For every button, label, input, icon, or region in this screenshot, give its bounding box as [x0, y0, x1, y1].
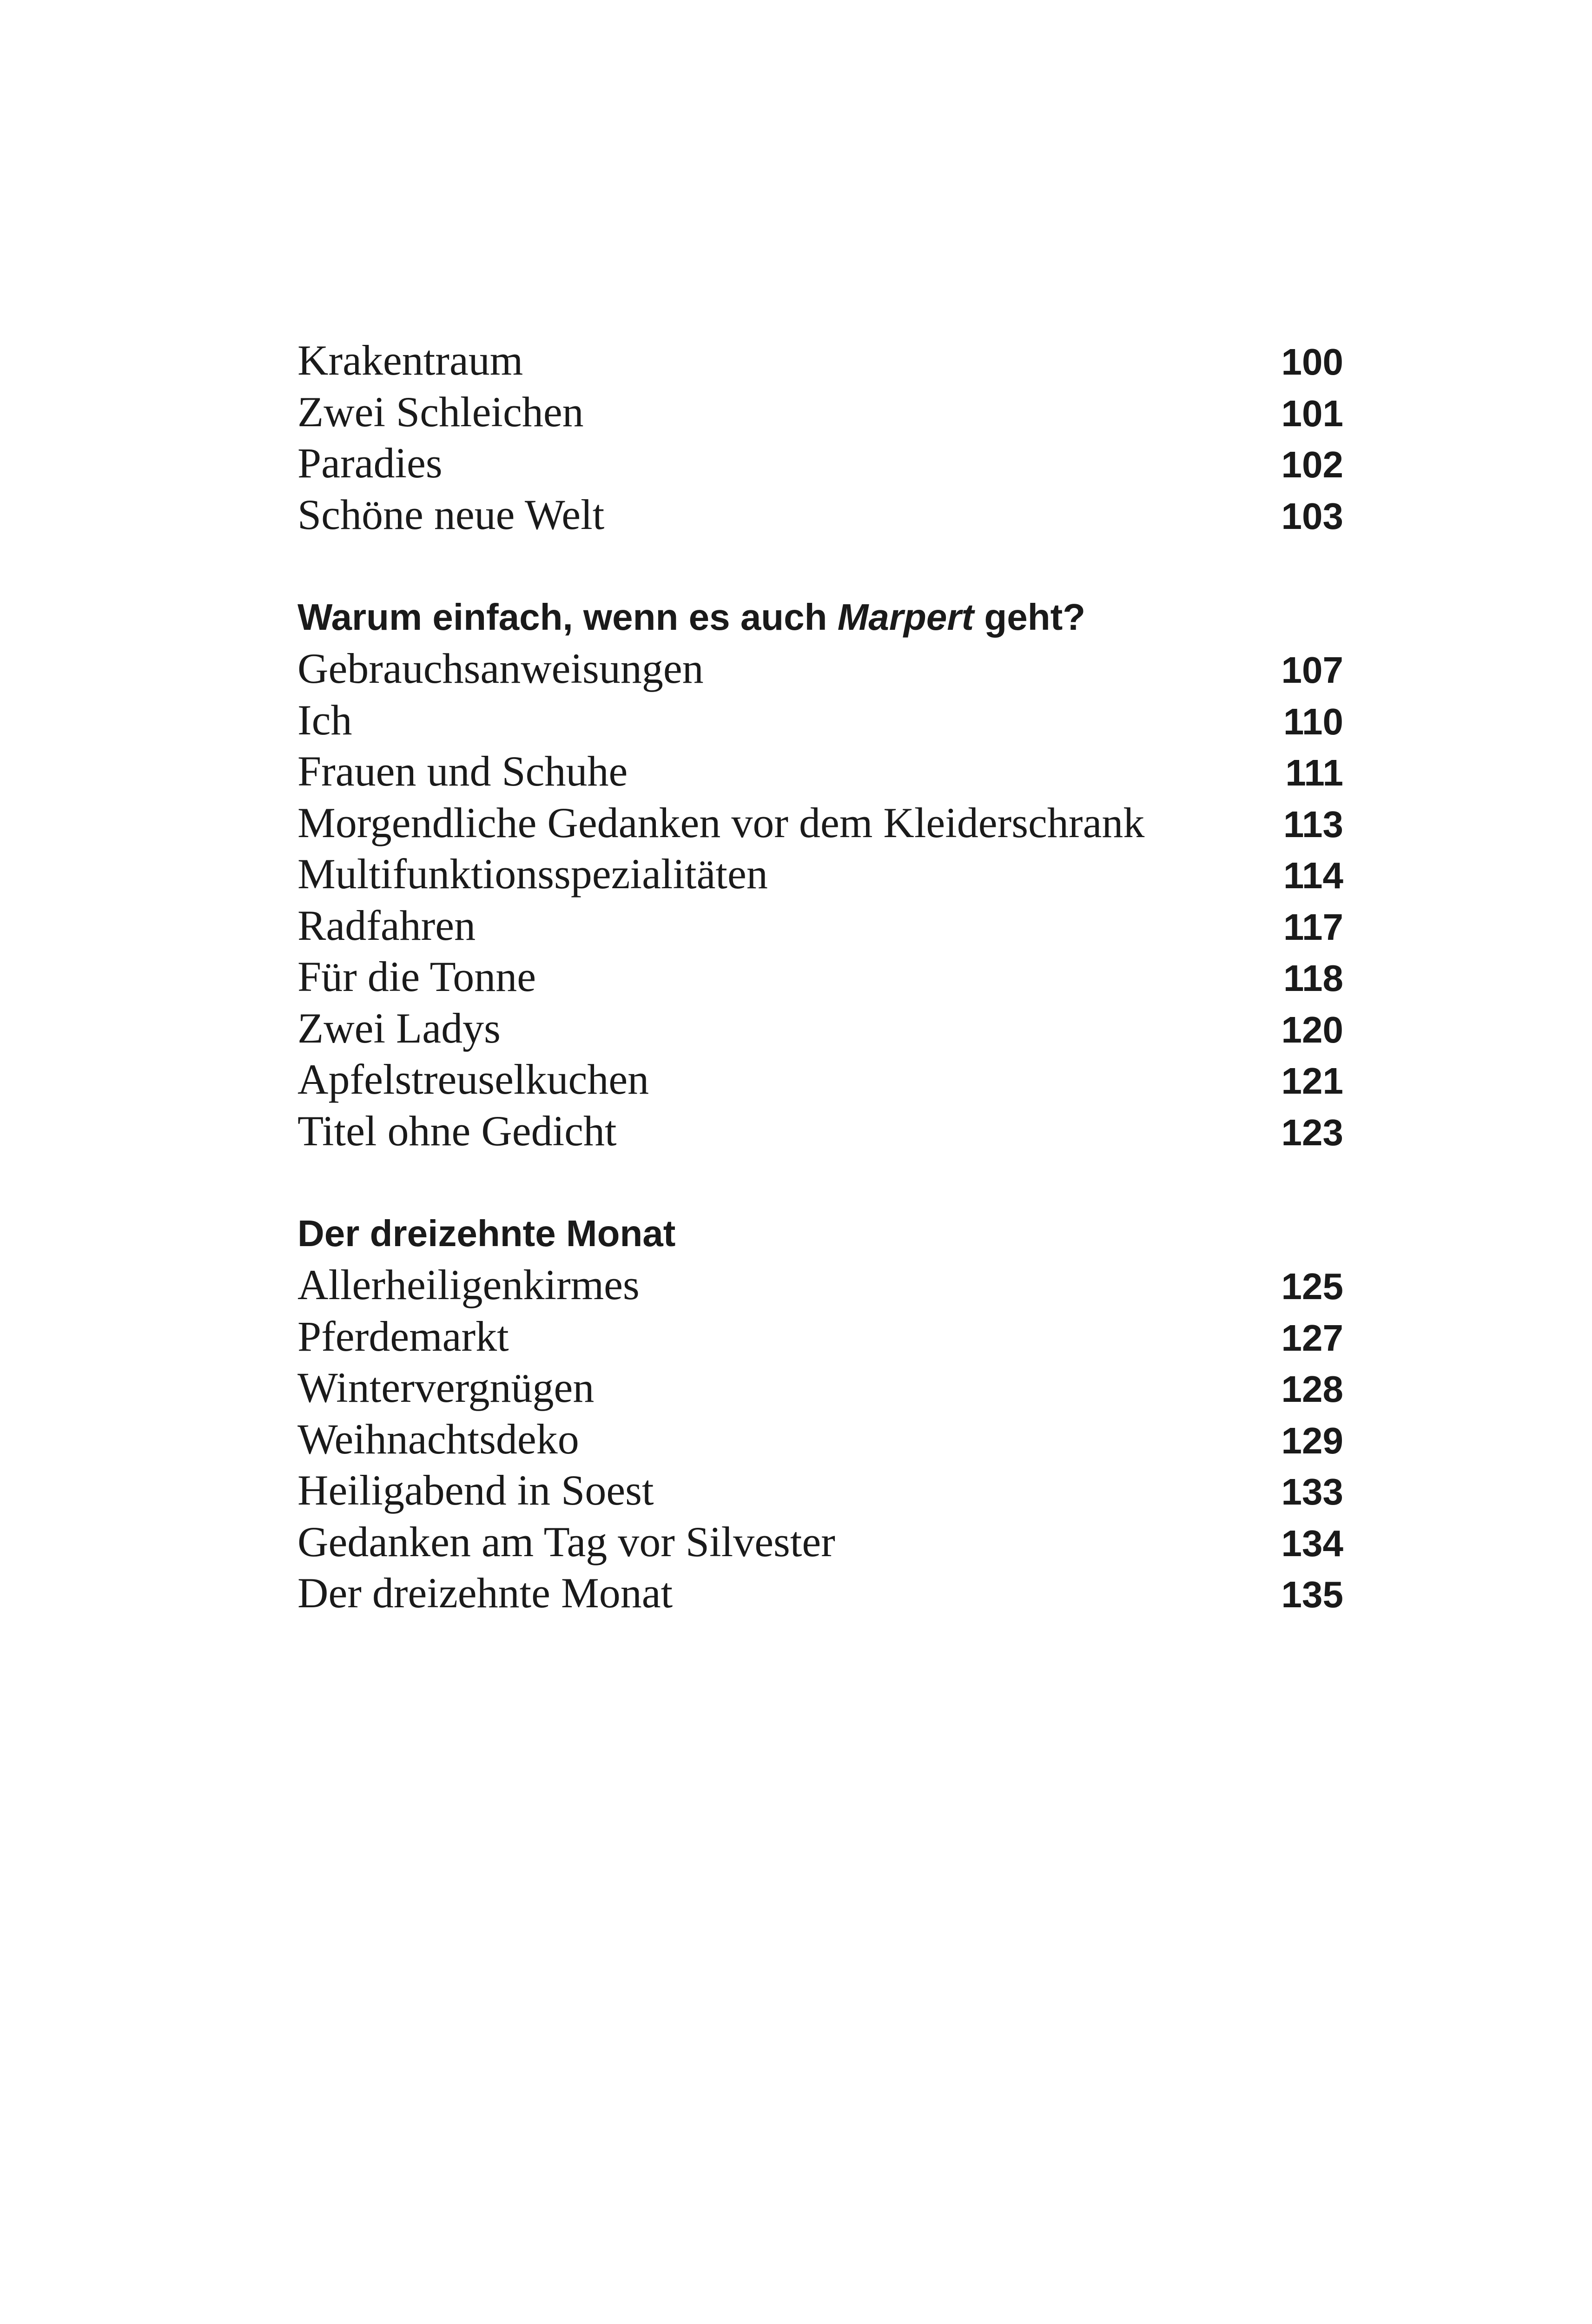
toc-entry-title: Gedanken am Tag vor Silvester [297, 1518, 835, 1565]
toc-entry [297, 335, 1343, 386]
toc-entry-title: Morgendliche Gedanken vor dem Kleiderschrank [297, 799, 1145, 846]
section-heading: Der dreizehnte Monat [297, 1212, 676, 1254]
toc-entry [297, 900, 1343, 951]
toc-entry [297, 1105, 1343, 1157]
table-of-contents [297, 335, 1343, 1619]
toc-entry [297, 797, 1343, 849]
toc-entry-title: Pferdemarkt [297, 1312, 509, 1360]
toc-entry [297, 1567, 1343, 1619]
section-heading-text: Warum einfach, wenn es auch [297, 596, 838, 638]
toc-entry-page: 117 [1283, 906, 1343, 948]
toc-entry-title: Titel ohne Gedicht [297, 1107, 617, 1155]
toc-entry-page: 103 [1281, 495, 1343, 537]
toc-entry-title: Für die Tonne [297, 953, 536, 1000]
toc-entry [297, 848, 1343, 900]
section-heading-italic: Marpert [837, 596, 974, 638]
toc-entry-page: 110 [1283, 700, 1343, 742]
toc-entry [297, 1362, 1343, 1413]
toc-entry [297, 1003, 1343, 1054]
toc-entry [297, 1465, 1343, 1516]
toc-entry-title: Weihnachtsdeko [297, 1415, 579, 1463]
toc-entry-page: 134 [1281, 1522, 1343, 1564]
toc-entry-page: 111 [1285, 752, 1343, 793]
toc-entry-page: 102 [1281, 444, 1343, 485]
toc-entry-title: Ich [297, 696, 352, 744]
toc-entry-title: Frauen und Schuhe [297, 747, 628, 795]
toc-entry-title: Zwei Schleichen [297, 388, 584, 436]
toc-entry-page: 135 [1281, 1574, 1343, 1615]
toc-entry-page: 100 [1281, 341, 1343, 383]
toc-entry-page: 113 [1283, 803, 1343, 845]
toc-entry [297, 643, 1343, 694]
toc-entry-title: Schöne neue Welt [297, 490, 605, 538]
toc-entry-title: Paradies [297, 439, 443, 487]
toc-entry-page: 128 [1281, 1368, 1343, 1410]
toc-entry-page: 123 [1281, 1111, 1343, 1153]
section-spacer [297, 1156, 1343, 1208]
toc-entry-title: Wintervergnügen [297, 1364, 595, 1411]
section-heading [297, 592, 1343, 643]
toc-entry-title: Zwei Ladys [297, 1004, 501, 1052]
toc-entry-page: 114 [1283, 855, 1343, 896]
toc-entry-page: 107 [1281, 649, 1343, 691]
toc-entry-page: 127 [1281, 1317, 1343, 1359]
toc-entry-page: 118 [1283, 957, 1343, 999]
toc-entry-title: Krakentraum [297, 337, 523, 384]
toc-entry [297, 694, 1343, 746]
toc-entry-page: 133 [1281, 1471, 1343, 1512]
toc-entry [297, 1054, 1343, 1105]
toc-entry-page: 129 [1281, 1419, 1343, 1461]
toc-entry-title: Apfelstreuselkuchen [297, 1056, 649, 1103]
toc-entry [297, 386, 1343, 438]
toc-entry [297, 1413, 1343, 1465]
toc-entry [297, 1259, 1343, 1311]
toc-entry [297, 1516, 1343, 1568]
toc-entry-title: Gebrauchsanweisungen [297, 645, 704, 692]
section-heading-text-end: geht? [974, 596, 1086, 638]
toc-entry [297, 951, 1343, 1003]
toc-entry [297, 746, 1343, 797]
toc-entry-title: Multifunktionsspezialitäten [297, 850, 768, 898]
section-spacer [297, 540, 1343, 592]
toc-entry-title: Der dreizehnte Monat [297, 1569, 673, 1617]
toc-entry-title: Heiligabend in Soest [297, 1466, 654, 1514]
toc-entry-page: 125 [1281, 1266, 1343, 1307]
toc-entry-page: 120 [1281, 1009, 1343, 1050]
toc-entry [297, 437, 1343, 489]
toc-entry-page: 101 [1281, 392, 1343, 434]
toc-entry-title: Allerheiligenkirmes [297, 1261, 640, 1308]
toc-entry [297, 489, 1343, 541]
toc-entry [297, 1311, 1343, 1362]
toc-entry-title: Radfahren [297, 901, 476, 949]
toc-entry-page: 121 [1281, 1060, 1343, 1102]
